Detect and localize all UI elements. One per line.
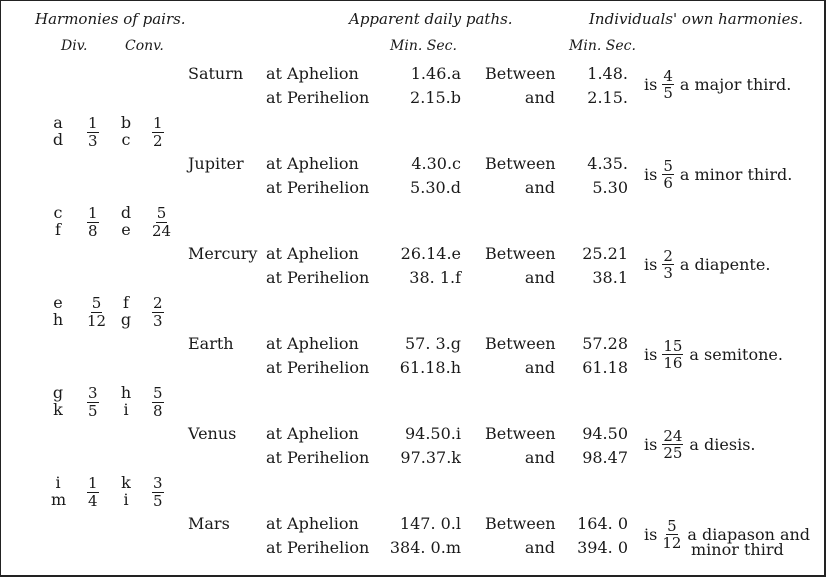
- aphelion-label: at Aphelion: [266, 244, 359, 263]
- pair-letter-bottom: g: [120, 310, 132, 329]
- perihelion-value: 97.37.k: [400, 448, 461, 467]
- harmony-fraction: [662, 519, 681, 550]
- fraction-numerator: 15: [663, 337, 683, 355]
- harmony-name: a diesis.: [689, 435, 756, 454]
- aphelion-label: at Aphelion: [266, 154, 359, 173]
- harmony-fraction: [662, 429, 683, 460]
- own-harmony: [644, 159, 792, 190]
- own-value-2: 61.18: [582, 358, 628, 377]
- subheader-minsec-paths: Min. Sec.: [390, 38, 457, 54]
- pair-letter-top: i: [55, 473, 61, 492]
- fraction-denominator: 2: [153, 132, 163, 150]
- aphelion-label: at Aphelion: [266, 424, 359, 443]
- is-label: is: [644, 165, 658, 184]
- fraction-denominator: 3: [153, 312, 163, 330]
- harmony-fraction: [662, 69, 674, 100]
- harmony-name: a minor third.: [679, 165, 793, 184]
- harmony-name-line-2: minor third: [691, 540, 784, 559]
- div-fraction: [87, 296, 106, 329]
- aphelion-value: 1.46.a: [410, 64, 461, 83]
- pair-letter-bottom: m: [51, 490, 67, 509]
- fraction-numerator: 5: [663, 157, 673, 175]
- and-label: and: [524, 88, 555, 107]
- own-value-1: 94.50: [582, 424, 628, 443]
- own-value-2: 5.30: [592, 178, 628, 197]
- harmony-fraction: [662, 249, 674, 280]
- pair-letter-top: f: [123, 293, 129, 312]
- pair-letter-bottom: e: [121, 220, 131, 239]
- is-label: is: [644, 75, 658, 94]
- fraction-denominator: 24: [152, 222, 172, 240]
- own-harmony: [644, 249, 770, 280]
- between-label: Between: [485, 334, 556, 353]
- perihelion-label: at Perihelion: [266, 88, 370, 107]
- conv-fraction: [152, 116, 164, 149]
- fraction-denominator: 5: [663, 84, 673, 102]
- pair-letter-top: d: [120, 203, 132, 222]
- fraction-numerator: 5: [91, 294, 102, 312]
- is-label: is: [644, 435, 658, 454]
- pair-letter-bottom: i: [123, 490, 129, 509]
- between-label: Between: [485, 424, 556, 443]
- fraction-numerator: 4: [663, 67, 673, 85]
- fraction-denominator: 12: [662, 534, 682, 552]
- pair-letter-bottom: i: [123, 400, 129, 419]
- planet-name: Mercury: [188, 244, 258, 263]
- fraction-denominator: 3: [663, 264, 673, 282]
- planet-name: Mars: [188, 514, 230, 533]
- perihelion-value: 384. 0.m: [389, 538, 461, 557]
- fraction-numerator: 5: [156, 204, 167, 222]
- aphelion-label: at Aphelion: [266, 64, 359, 83]
- div-fraction: [87, 116, 99, 149]
- aphelion-value: 94.50.i: [404, 424, 461, 443]
- aphelion-label: at Aphelion: [266, 334, 359, 353]
- fraction-numerator: 1: [153, 114, 163, 132]
- aphelion-value: 4.30.c: [411, 154, 461, 173]
- aphelion-value: 147. 0.l: [399, 514, 461, 533]
- fraction-denominator: 8: [88, 222, 98, 240]
- own-harmony: [644, 339, 783, 370]
- between-label: Between: [485, 64, 556, 83]
- perihelion-label: at Perihelion: [266, 538, 370, 557]
- pair-letter-bottom: h: [52, 310, 64, 329]
- aphelion-value: 26.14.e: [400, 244, 461, 263]
- harmony-name: a major third.: [679, 75, 792, 94]
- perihelion-label: at Perihelion: [266, 358, 370, 377]
- perihelion-value: 61.18.h: [399, 358, 461, 377]
- own-value-1: 25.21: [582, 244, 628, 263]
- between-label: Between: [485, 244, 556, 263]
- perihelion-value: 38. 1.f: [409, 268, 461, 287]
- pair-letter-top: c: [53, 203, 63, 222]
- planet-name: Jupiter: [188, 154, 244, 173]
- fraction-denominator: 5: [88, 402, 98, 420]
- pair-letter-bottom: c: [121, 130, 131, 149]
- own-value-1: 164. 0: [577, 514, 628, 533]
- fraction-numerator: 2: [153, 294, 163, 312]
- aphelion-value: 57. 3.g: [404, 334, 461, 353]
- own-value-1: 57.28: [582, 334, 628, 353]
- pair-letter-bottom: f: [55, 220, 61, 239]
- planet-name: Earth: [188, 334, 234, 353]
- pair-letter-top: e: [53, 293, 63, 312]
- fraction-denominator: 6: [663, 174, 673, 192]
- is-label: is: [644, 525, 658, 544]
- subheader-conv: Conv.: [125, 38, 164, 54]
- aphelion-label: at Aphelion: [266, 514, 359, 533]
- fraction-denominator: 5: [153, 492, 163, 510]
- subheader-div: Div.: [61, 38, 88, 54]
- fraction-numerator: 5: [153, 384, 163, 402]
- perihelion-value: 5.30.d: [410, 178, 461, 197]
- between-label: Between: [485, 154, 556, 173]
- fraction-denominator: 12: [87, 312, 107, 330]
- fraction-denominator: 3: [88, 132, 98, 150]
- and-label: and: [524, 178, 555, 197]
- own-value-1: 1.48.: [587, 64, 628, 83]
- conv-fraction: [152, 476, 164, 509]
- fraction-denominator: 25: [663, 444, 683, 462]
- fraction-denominator: 4: [88, 492, 98, 510]
- and-label: and: [524, 538, 555, 557]
- harmony-name: a semitone.: [689, 345, 783, 364]
- conv-fraction: [152, 296, 164, 329]
- header-apparent-daily-paths: Apparent daily paths.: [349, 10, 513, 28]
- fraction-numerator: 3: [153, 474, 163, 492]
- is-label: is: [644, 255, 658, 274]
- fraction-numerator: 3: [88, 384, 98, 402]
- perihelion-label: at Perihelion: [266, 178, 370, 197]
- fraction-numerator: 24: [663, 427, 683, 445]
- harmony-name: a diapente.: [679, 255, 771, 274]
- and-label: and: [524, 268, 555, 287]
- own-value-2: 2.15.: [587, 88, 628, 107]
- perihelion-label: at Perihelion: [266, 448, 370, 467]
- own-value-2: 38.1: [592, 268, 628, 287]
- pair-letter-top: k: [121, 473, 131, 492]
- own-value-2: 394. 0: [577, 538, 628, 557]
- div-fraction: [87, 206, 99, 239]
- fraction-numerator: 1: [88, 474, 98, 492]
- pair-letter-bottom: k: [53, 400, 63, 419]
- is-label: is: [644, 345, 658, 364]
- pair-letter-bottom: d: [52, 130, 64, 149]
- own-harmony: [644, 69, 791, 100]
- harmony-name: a diapason and: [687, 525, 811, 544]
- div-fraction: [87, 476, 99, 509]
- fraction-denominator: 8: [153, 402, 163, 420]
- harmony-fraction: [662, 339, 683, 370]
- fraction-numerator: 1: [88, 204, 98, 222]
- pair-letter-top: g: [52, 383, 64, 402]
- planet-name: Venus: [188, 424, 237, 443]
- own-harmony: [644, 429, 756, 460]
- between-label: Between: [485, 514, 556, 533]
- planet-name: Saturn: [188, 64, 244, 83]
- pair-letter-top: b: [120, 113, 132, 132]
- div-fraction: [87, 386, 99, 419]
- header-harmonies-of-pairs: Harmonies of pairs.: [35, 10, 186, 28]
- perihelion-label: at Perihelion: [266, 268, 370, 287]
- conv-fraction: [152, 386, 164, 419]
- pair-letter-top: a: [53, 113, 63, 132]
- conv-fraction: [152, 206, 171, 239]
- pair-letter-top: h: [120, 383, 132, 402]
- fraction-numerator: 5: [667, 517, 677, 535]
- fraction-numerator: 2: [663, 247, 673, 265]
- fraction-numerator: 1: [88, 114, 98, 132]
- and-label: and: [524, 358, 555, 377]
- own-value-2: 98.47: [582, 448, 628, 467]
- subheader-minsec-own: Min. Sec.: [569, 38, 636, 54]
- header-individuals-own-harmonies: Individuals' own harmonies.: [589, 10, 803, 28]
- perihelion-value: 2.15.b: [410, 88, 461, 107]
- fraction-denominator: 16: [663, 354, 683, 372]
- and-label: and: [524, 448, 555, 467]
- harmony-fraction: [662, 159, 674, 190]
- own-value-1: 4.35.: [587, 154, 628, 173]
